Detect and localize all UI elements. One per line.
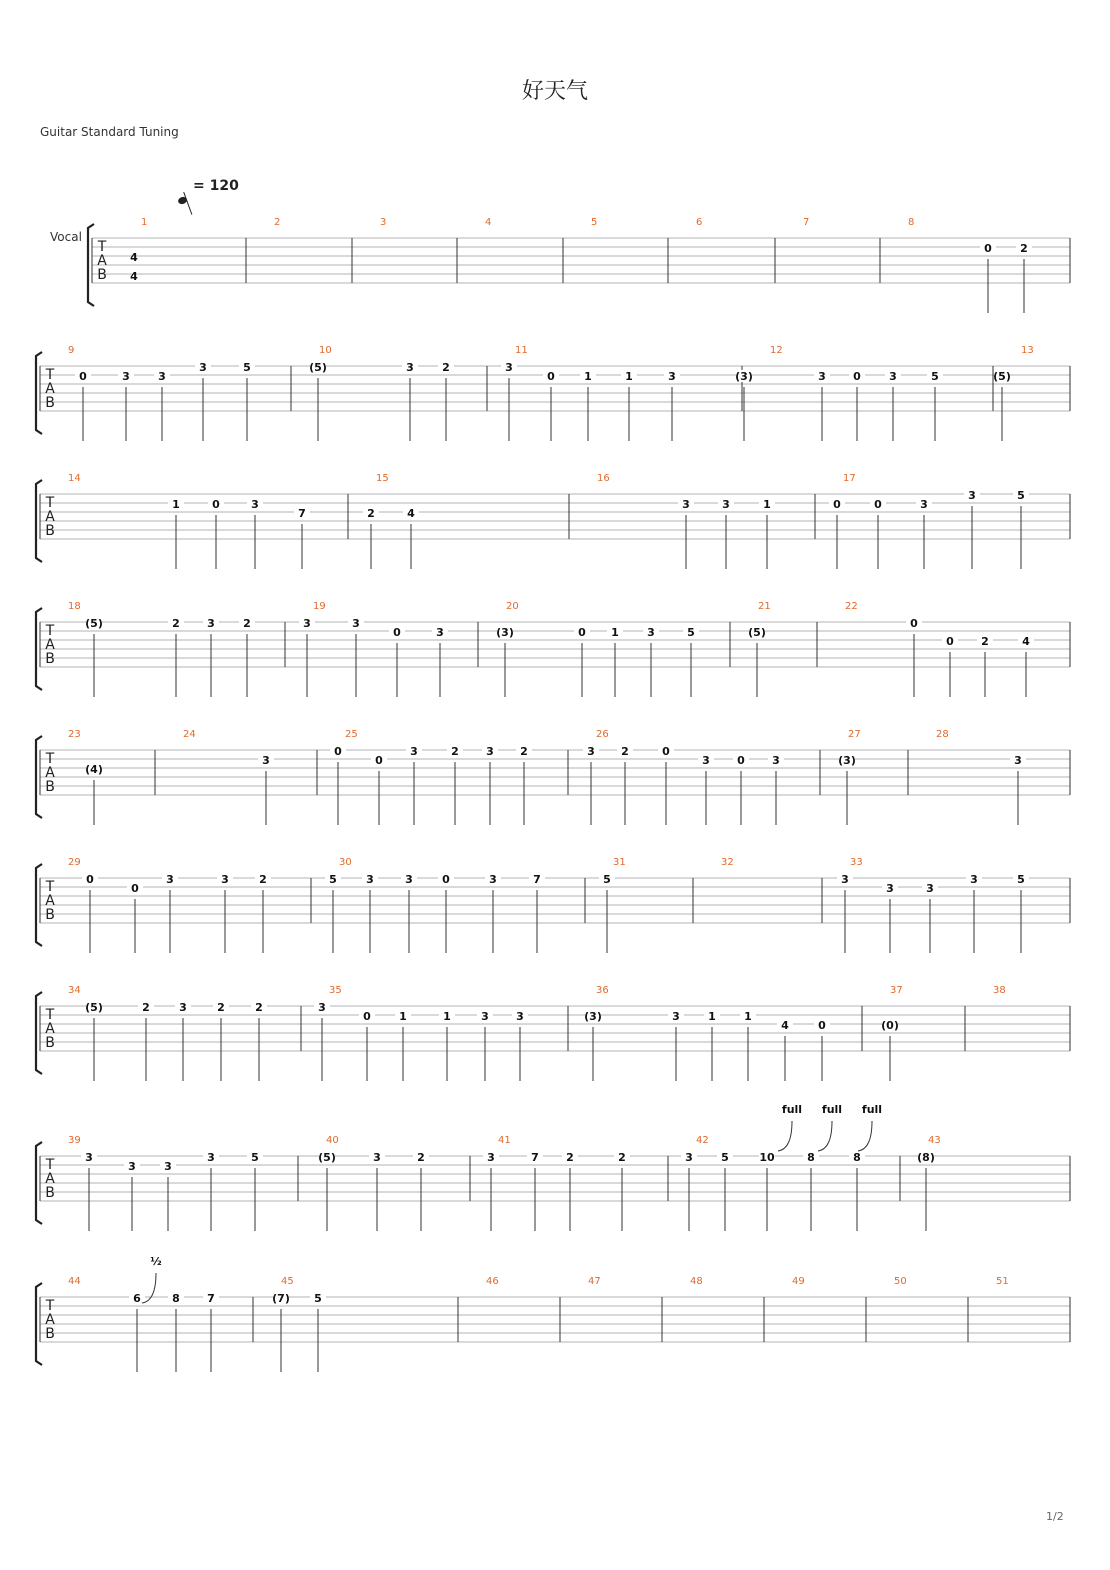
fret-number: 8 [172, 1292, 180, 1305]
measure-number: 43 [928, 1135, 941, 1146]
fret-number: 2 [618, 1151, 626, 1164]
fret-number: 4 [781, 1019, 789, 1032]
measure-number: 12 [770, 345, 783, 356]
measure-number: 22 [845, 601, 858, 612]
fret-number: 7 [298, 507, 306, 520]
measure-number: 10 [319, 345, 332, 356]
tab-letter-T: T [45, 1007, 55, 1023]
measure-number: 1 [141, 217, 148, 228]
tab-letter-A: A [45, 765, 55, 781]
fret-number: 3 [352, 617, 360, 630]
fret-number: 3 [405, 873, 413, 886]
fret-number: 3 [486, 745, 494, 758]
fret-number: 5 [931, 370, 939, 383]
tuning-label: Guitar Standard Tuning [40, 125, 179, 139]
measure-number: 44 [68, 1276, 81, 1287]
measure-number: 16 [597, 473, 610, 484]
fret-number: 3 [158, 370, 166, 383]
fret-number: 2 [217, 1001, 225, 1014]
fret-number: 3 [968, 489, 976, 502]
tab-letter-A: A [45, 1312, 55, 1328]
fret-number: 0 [984, 242, 992, 255]
measure-number: 8 [908, 217, 915, 228]
bend-arrow [818, 1121, 832, 1151]
fret-number: 3 [926, 882, 934, 895]
fret-number: 2 [367, 507, 375, 520]
measure-number: 20 [506, 601, 519, 612]
measure-number: 46 [486, 1276, 499, 1287]
fret-number: 2 [142, 1001, 150, 1014]
score-title: 好天气 [521, 79, 588, 104]
fret-number: 1 [584, 370, 592, 383]
fret-number: 7 [531, 1151, 539, 1164]
measure-number: 9 [68, 345, 75, 356]
tab-letter-T: T [45, 367, 55, 383]
tab-letter-A: A [97, 253, 107, 269]
measure-number: 17 [843, 473, 856, 484]
measure-number: 4 [485, 217, 492, 228]
fret-number: 3 [251, 498, 259, 511]
fret-number: 2 [566, 1151, 574, 1164]
measure-number: 26 [596, 729, 609, 740]
tab-letter-T: T [45, 495, 55, 511]
fret-number: 3 [818, 370, 826, 383]
measure-number: 5 [591, 217, 598, 228]
measure-number: 42 [696, 1135, 709, 1146]
bend-label: ½ [150, 1255, 162, 1268]
fret-number: 3 [164, 1160, 172, 1173]
fret-number: (3) [735, 370, 753, 383]
fret-number: 0 [131, 882, 139, 895]
fret-number: 1 [443, 1010, 451, 1023]
fret-number: 3 [207, 1151, 215, 1164]
measure-number: 48 [690, 1276, 703, 1287]
tempo-value: = 120 [193, 178, 239, 194]
fret-number: 3 [647, 626, 655, 639]
fret-number: 0 [212, 498, 220, 511]
fret-number: (5) [85, 1001, 103, 1014]
fret-number: 5 [1017, 873, 1025, 886]
measure-number: 2 [274, 217, 281, 228]
fret-number: 3 [122, 370, 130, 383]
fret-number: (5) [993, 370, 1011, 383]
measure-number: 13 [1021, 345, 1034, 356]
fret-number: 3 [889, 370, 897, 383]
tab-letter-T: T [97, 239, 107, 255]
measure-number: 31 [613, 857, 626, 868]
fret-number: 3 [179, 1001, 187, 1014]
measure-number: 34 [68, 985, 81, 996]
fret-number: 0 [79, 370, 87, 383]
tab-letter-B: B [45, 907, 55, 923]
fret-number: 3 [199, 361, 207, 374]
measure-number: 11 [515, 345, 528, 356]
fret-number: 2 [172, 617, 180, 630]
tab-letter-B: B [45, 651, 55, 667]
fret-number: 3 [682, 498, 690, 511]
tab-letter-A: A [45, 893, 55, 909]
fret-number: 1 [625, 370, 633, 383]
fret-number: 3 [481, 1010, 489, 1023]
bend-label: full [821, 1103, 843, 1116]
fret-number: 2 [621, 745, 629, 758]
tab-letter-A: A [45, 381, 55, 397]
fret-number: 10 [759, 1151, 775, 1164]
fret-number: 3 [920, 498, 928, 511]
measure-number: 15 [376, 473, 389, 484]
fret-number: 3 [366, 873, 374, 886]
measure-number: 24 [183, 729, 196, 740]
fret-number: 1 [172, 498, 180, 511]
fret-number: 3 [128, 1160, 136, 1173]
fret-number: 4 [407, 507, 415, 520]
fret-number: 0 [853, 370, 861, 383]
fret-number: 1 [399, 1010, 407, 1023]
measure-number: 40 [326, 1135, 339, 1146]
fret-number: 2 [243, 617, 251, 630]
fret-number: (0) [881, 1019, 899, 1032]
fret-number: 0 [946, 635, 954, 648]
fret-number: (3) [838, 754, 856, 767]
measure-number: 7 [803, 217, 810, 228]
measure-number: 45 [281, 1276, 294, 1287]
tab-letter-T: T [45, 1157, 55, 1173]
fret-number: 3 [668, 370, 676, 383]
measure-number: 19 [313, 601, 326, 612]
time-sig-bottom: 4 [130, 270, 138, 283]
fret-number: 2 [417, 1151, 425, 1164]
bend-label: full [861, 1103, 883, 1116]
fret-number: 0 [442, 873, 450, 886]
fret-number: 8 [853, 1151, 861, 1164]
fret-number: 1 [611, 626, 619, 639]
fret-number: 7 [533, 873, 541, 886]
fret-number: 5 [243, 361, 251, 374]
fret-number: 3 [970, 873, 978, 886]
fret-number: 5 [251, 1151, 259, 1164]
fret-number: 3 [410, 745, 418, 758]
measure-number: 33 [850, 857, 863, 868]
fret-number: 3 [166, 873, 174, 886]
fret-number: 3 [772, 754, 780, 767]
fret-number: 3 [722, 498, 730, 511]
measure-number: 14 [68, 473, 81, 484]
measure-number: 23 [68, 729, 81, 740]
measure-number: 47 [588, 1276, 601, 1287]
measure-number: 32 [721, 857, 734, 868]
fret-number: 3 [406, 361, 414, 374]
fret-number: 3 [487, 1151, 495, 1164]
fret-number: 3 [587, 745, 595, 758]
track-name: Vocal [50, 230, 82, 244]
measure-number: 51 [996, 1276, 1009, 1287]
fret-number: 2 [981, 635, 989, 648]
measure-number: 37 [890, 985, 903, 996]
fret-number: 0 [874, 498, 882, 511]
fret-number: 3 [841, 873, 849, 886]
fret-number: 8 [807, 1151, 815, 1164]
fret-number: 5 [1017, 489, 1025, 502]
tab-letter-T: T [45, 623, 55, 639]
measure-number: 30 [339, 857, 352, 868]
fret-number: 3 [221, 873, 229, 886]
measure-number: 27 [848, 729, 861, 740]
measure-number: 28 [936, 729, 949, 740]
fret-number: 3 [85, 1151, 93, 1164]
fret-number: 2 [451, 745, 459, 758]
fret-number: (5) [318, 1151, 336, 1164]
fret-number: 5 [329, 873, 337, 886]
fret-number: 0 [662, 745, 670, 758]
fret-number: (8) [917, 1151, 935, 1164]
fret-number: 3 [436, 626, 444, 639]
measure-number: 29 [68, 857, 81, 868]
fret-number: 5 [314, 1292, 322, 1305]
fret-number: 3 [886, 882, 894, 895]
fret-number: 5 [721, 1151, 729, 1164]
tab-letter-B: B [45, 523, 55, 539]
fret-number: (7) [272, 1292, 290, 1305]
measure-number: 6 [696, 217, 703, 228]
fret-number: 3 [489, 873, 497, 886]
tab-letter-B: B [45, 1035, 55, 1051]
fret-number: (3) [584, 1010, 602, 1023]
tab-letter-B: B [45, 1326, 55, 1342]
measure-number: 35 [329, 985, 342, 996]
fret-number: 2 [1020, 242, 1028, 255]
fret-number: 5 [687, 626, 695, 639]
measure-number: 25 [345, 729, 358, 740]
fret-number: 3 [702, 754, 710, 767]
fret-number: 3 [207, 617, 215, 630]
fret-number: 0 [578, 626, 586, 639]
fret-number: 0 [393, 626, 401, 639]
bend-arrow [778, 1121, 792, 1151]
fret-number: 3 [373, 1151, 381, 1164]
fret-number: 0 [86, 873, 94, 886]
fret-number: 1 [763, 498, 771, 511]
measure-number: 49 [792, 1276, 805, 1287]
tab-letter-T: T [45, 879, 55, 895]
tab-letter-B: B [97, 267, 107, 283]
fret-number: 0 [737, 754, 745, 767]
tab-letter-T: T [45, 751, 55, 767]
tab-letter-T: T [45, 1298, 55, 1314]
fret-number: 5 [603, 873, 611, 886]
fret-number: 2 [255, 1001, 263, 1014]
fret-number: 0 [334, 745, 342, 758]
fret-number: 2 [520, 745, 528, 758]
page-number: 1/2 [1046, 1510, 1064, 1523]
measure-number: 18 [68, 601, 81, 612]
fret-number: 3 [505, 361, 513, 374]
fret-number: 0 [833, 498, 841, 511]
fret-number: 3 [685, 1151, 693, 1164]
measure-number: 36 [596, 985, 609, 996]
measure-number: 50 [894, 1276, 907, 1287]
fret-number: 0 [910, 617, 918, 630]
fret-number: 1 [744, 1010, 752, 1023]
fret-number: (4) [85, 763, 103, 776]
fret-number: 2 [259, 873, 267, 886]
fret-number: 3 [262, 754, 270, 767]
measure-number: 41 [498, 1135, 511, 1146]
fret-number: (3) [496, 626, 514, 639]
measure-number: 21 [758, 601, 771, 612]
fret-number: 0 [375, 754, 383, 767]
fret-number: 0 [363, 1010, 371, 1023]
fret-number: 3 [672, 1010, 680, 1023]
fret-number: 3 [516, 1010, 524, 1023]
measure-number: 39 [68, 1135, 81, 1146]
measure-number: 38 [993, 985, 1006, 996]
fret-number: 6 [133, 1292, 141, 1305]
fret-number: (5) [85, 617, 103, 630]
fret-number: 4 [1022, 635, 1030, 648]
fret-number: 0 [547, 370, 555, 383]
time-sig-top: 4 [130, 251, 138, 264]
tab-letter-B: B [45, 779, 55, 795]
fret-number: 2 [442, 361, 450, 374]
tab-letter-A: A [45, 637, 55, 653]
tab-letter-A: A [45, 1171, 55, 1187]
bend-arrow [858, 1121, 872, 1151]
tab-letter-B: B [45, 395, 55, 411]
measure-number: 3 [380, 217, 387, 228]
fret-number: 1 [708, 1010, 716, 1023]
fret-number: (5) [309, 361, 327, 374]
tab-letter-A: A [45, 1021, 55, 1037]
tab-letter-A: A [45, 509, 55, 525]
bend-label: full [781, 1103, 803, 1116]
fret-number: 3 [318, 1001, 326, 1014]
fret-number: 3 [1014, 754, 1022, 767]
fret-number: 7 [207, 1292, 215, 1305]
fret-number: 0 [818, 1019, 826, 1032]
fret-number: (5) [748, 626, 766, 639]
tab-letter-B: B [45, 1185, 55, 1201]
fret-number: 3 [303, 617, 311, 630]
